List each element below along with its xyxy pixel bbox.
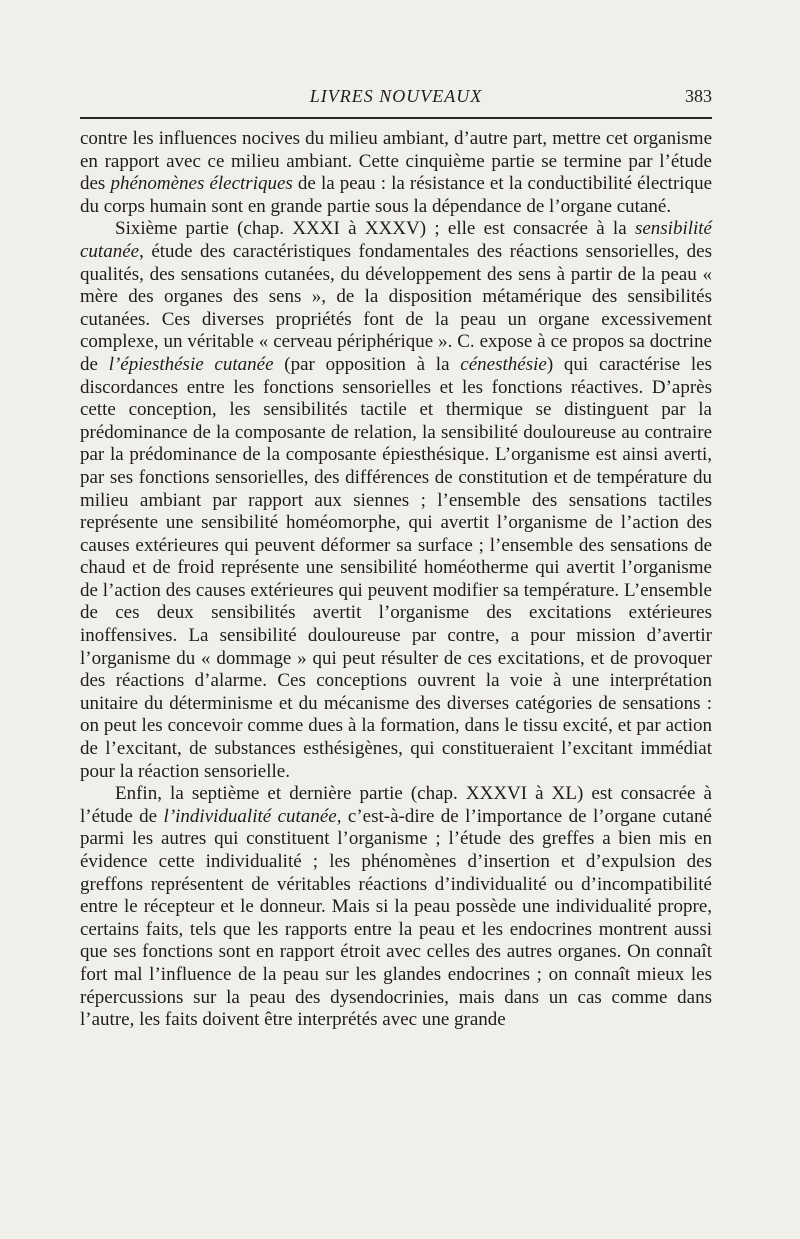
paragraph-2 (80, 218, 712, 783)
text-span: Sixième partie (chap. XXXI à XXXV) ; elle est consacrée à la (115, 218, 635, 240)
text-span: Enfin, la septième et dernière partie (chap. XXXVI à XL) est consacrée à l’étude de (80, 783, 712, 827)
page-header (80, 86, 712, 112)
paragraph-1 (80, 128, 712, 218)
running-title: LIVRES NOUVEAUX (309, 86, 483, 106)
text-span: , étude des caractéristiques fondamentales des réactions sensorielles, des qualités, des sensations cutanées, du développement des sens à partir de la peau « mère des organes des sens », de la disposition métamérique des sensibilités cutanées. Ces diverses propriétés font de la peau un organe excessivement complexe, un véritable « cerveau périphérique ». C. expose à ce propos sa doctrine de (80, 240, 712, 375)
text-span: de la peau : la résistance et la conductibilité électrique du corps humain sont en grande partie sous la dépendance de l’organe cutané. (80, 173, 713, 217)
emphasis-individualite-cutanee: l’individualité cutanée (163, 805, 337, 827)
text-span: contre les influences nocives du milieu ambiant, d’autre part, mettre cet organisme en rapport avec ce milieu ambiant. Cette cinquième partie se termine par l’étude des (80, 128, 712, 195)
emphasis-sensibilite-cutanee: sensibilité cutanée (80, 218, 712, 262)
text-span: (par opposition à la (273, 353, 461, 375)
page-number: 383 (685, 86, 712, 106)
emphasis-cenesthesie: cénesthésie (460, 353, 547, 375)
emphasis-epiesthesie-cutanee: l’épiesthésie cutanée (108, 353, 274, 375)
paragraph-3 (80, 783, 712, 1032)
header-rule (80, 117, 712, 119)
emphasis-phenomenes-electriques: phénomènes électriques (110, 173, 293, 195)
body-text (80, 128, 712, 1032)
text-span: , c’est-à-dire de l’importance de l’organe cutané parmi les autres qui constituent l’organisme ; l’étude des greffes a bien mis en évidence cette individualité ; les phénomènes d’insertion et d’expulsion des greffons représentent de véritables réactions d’individualité ou d’incompatibilité entre le récepteur et le donneur. Mais si la peau possède une individualité propre, certains faits, tels que les rapports entre la peau et les endocrines montrent aussi que ses fonctions sont en rapport étroit avec celles des autres organes. On connaît fort mal l’influence de la peau sur les glandes endocrines ; on connaît mieux les répercussions sur la peau des dysendocrinies, mais dans un cas comme dans l’autre, les faits doivent être interprétés avec une grande (80, 805, 712, 1031)
text-span: ) qui caractérise les discordances entre les fonctions sensorielles et les fonctions réactives. D’après cette conception, les sensibilités tactile et thermique se distinguent par la prédominance de la composante de relation, la sensibilité douloureuse au contraire par la prédominance de la composante épiesthésique. L’organisme est ainsi averti, par ses fonctions sensorielles, des différences de constitution et de température du milieu ambiant par rapport aux siennes ; l’ensemble des sensations tactiles représente une sensibilité homéomorphe, qui avertit l’organisme de l’action des causes extérieures qui peuvent déformer sa surface ; l’ensemble des sensations de chaud et de froid représente une sensibilité homéotherme qui avertit l’organisme de l’action des causes extérieures qui peuvent modifier sa température. L’ensemble de ces deux sensibilités avertit l’organisme des excitations extérieures inoffensives. La sensibilité douloureuse par contre, a pour mission d’avertir l’organisme du « dommage » qui peut résulter de ces excitations, et de provoquer des réactions d’alarme. Ces conceptions ouvrent la voie à une interprétation unitaire du déterminisme et du mécanisme des diverses catégories de sensations : on peut les concevoir comme dues à la formation, dans le tissu excité, et par action de l’excitant, de substances esthésigènes, qui constitueraient l’excitant immédiat pour la réaction sensorielle. (80, 353, 713, 782)
